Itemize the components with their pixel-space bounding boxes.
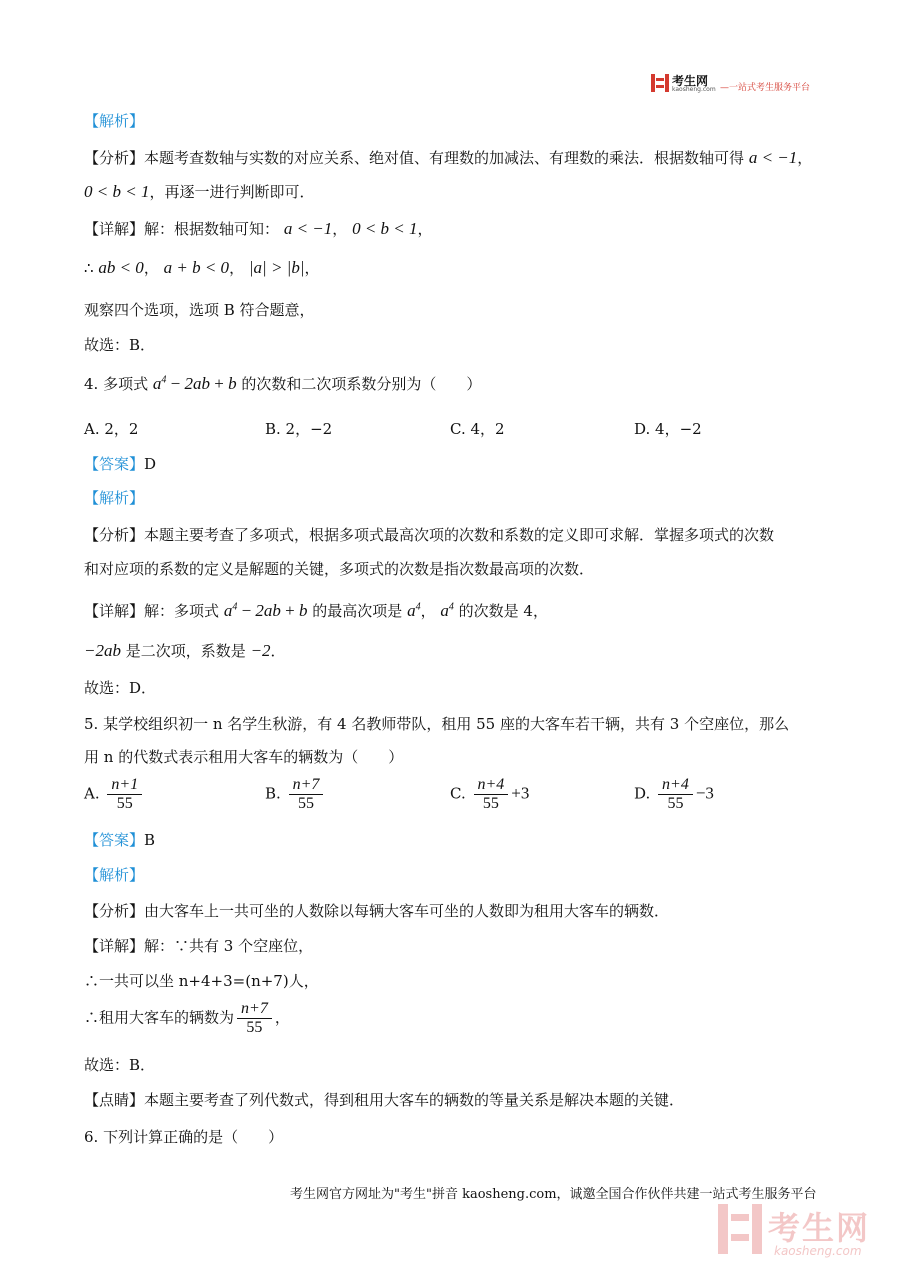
q5-stem-line1	[84, 713, 789, 734]
q3-ineq2: a + b < 0	[163, 258, 230, 277]
q5-step3	[84, 1000, 290, 1037]
q5-analysis-line	[84, 900, 669, 921]
fraction-denominator: 55	[667, 795, 684, 812]
logo-name: 考生网	[672, 74, 709, 88]
fraction-numerator: n+7	[237, 1000, 272, 1019]
q4-option-d[interactable]: D. 4，−2	[634, 420, 702, 438]
q4-choose: 故选：D．	[84, 679, 157, 697]
q3-detail-cond2: 0 < b < 1	[352, 219, 418, 238]
q3-analysis-text: 本题考查数轴与实数的对应关系、绝对值、有理数的加减法、有理数的乘法．根据数轴可得	[144, 149, 745, 167]
q4-option-c[interactable]: C. 4，2	[450, 420, 505, 438]
q4-detail-before: 解：多项式	[144, 602, 220, 620]
fraction-denominator: 55	[246, 1019, 263, 1036]
q5-choose: 故选：B．	[84, 1056, 156, 1074]
option-label: B.	[265, 784, 281, 803]
q3-choose: 故选：B．	[84, 336, 156, 354]
q5-answer-line	[84, 829, 155, 850]
option-label: A.	[84, 784, 100, 803]
q4-stem-before: 多项式	[103, 375, 149, 393]
q4-detail-line2-mid: 是二次项，系数是	[125, 642, 246, 660]
q3-analysis-cond1: a < −1	[748, 148, 798, 167]
watermark-name: 考生网	[768, 1209, 871, 1247]
option-tail: +3	[511, 783, 530, 803]
q3-analysis-cond2: 0 < b < 1	[84, 182, 150, 201]
footer-text: 考生网官方网址为"考生"拼音 kaosheng.com，诚邀全国合作伙伴共建一站式考生服务平台	[290, 1187, 817, 1202]
q5-option-a[interactable]	[84, 776, 145, 813]
q4-analysis-line1	[84, 524, 774, 545]
q4-stem-after: 的次数和二次项系数分别为（ ）	[241, 375, 482, 393]
q5-step3-after: ，	[274, 1008, 290, 1027]
q4-stem	[84, 373, 481, 394]
q4-detail-polynomial: $a^4 - 2ab + b$	[223, 601, 308, 620]
q3-detail-text: 解：根据数轴可知：	[144, 220, 280, 238]
q4-jiexi-label: 【解析】	[84, 489, 145, 507]
q5-option-b[interactable]	[265, 776, 326, 813]
q3-detail-tag: 【详解】	[84, 220, 145, 238]
fraction-numerator: n+4	[474, 776, 509, 795]
logo-icon	[651, 74, 669, 92]
q5-review-tag: 【点睛】	[84, 1091, 145, 1109]
therefore-symbol: ∴	[84, 259, 94, 277]
watermark-url: kaosheng.com	[774, 1244, 862, 1258]
q4-second-term: −2ab	[84, 641, 121, 660]
q4-option-a[interactable]: A. 2，2	[84, 420, 139, 438]
q4-answer-tag: 【答案】	[84, 455, 145, 473]
q4-analysis-line2: 和对应项的系数的定义是解题的关键，多项式的次数是指次数最高项的次数．	[84, 560, 595, 578]
q5-answer-tag: 【答案】	[84, 831, 145, 849]
q5-stem-line2: 用 n 的代数式表示租用大客车的辆数为（ ）	[84, 748, 404, 766]
q4-analysis-text1: 本题主要考查了多项式，根据多项式最高次项的次数和系数的定义即可求解．掌握多项式的次数	[144, 526, 775, 544]
q5-step2: ∴一共可以坐 n+4+3=(n+7)人，	[84, 972, 319, 990]
q5-detail-tag: 【详解】	[84, 937, 145, 955]
q6-stem	[84, 1126, 283, 1147]
q5-answer: B	[144, 831, 156, 849]
q3-observe: 观察四个选项，选项 B 符合题意，	[84, 301, 315, 319]
fraction	[474, 776, 509, 813]
q3-analysis-line1: 【分析】本题考查数轴与实数的对应关系、绝对值、有理数的加减法、有理数的乘法．根据数轴可得 a < −1，	[84, 148, 813, 167]
watermark-logo-icon	[718, 1204, 762, 1254]
option-label: C.	[450, 784, 466, 803]
fraction-denominator: 55	[297, 795, 314, 812]
logo-url: kaosheng.com	[672, 86, 716, 93]
q4-detail-mid: 的最高次项是	[312, 602, 403, 620]
q4-number: 4.	[84, 375, 99, 393]
q4-analysis-tag: 【分析】	[84, 526, 145, 544]
fraction	[658, 776, 693, 813]
q5-analysis-text: 由大客车上一共可坐的人数除以每辆大客车可坐的人数即为租用大客车的辆数．	[144, 902, 670, 920]
option-label: D.	[634, 784, 651, 803]
q5-detail-line1	[84, 935, 313, 956]
q3-detail-cond1: a < −1	[283, 219, 333, 238]
q4-answer: D	[144, 455, 157, 473]
option-tail: −3	[695, 783, 714, 803]
q4-detail-line2: −2ab 是二次项，系数是 −2．	[84, 641, 286, 660]
q3-ineq3: |a| > |b|	[248, 258, 305, 277]
q4-detail-tag: 【详解】	[84, 602, 145, 620]
q5-detail-text: 解：∵共有 3 个空座位，	[144, 937, 314, 955]
q4-top-term: $a^4$	[407, 601, 421, 620]
q3-detail-line1: 【详解】解：根据数轴可知： a < −1， 0 < b < 1，	[84, 219, 433, 238]
fraction	[237, 1000, 272, 1037]
q5-review-text: 本题主要考查了列代数式，得到租用大客车的辆数的等量关系是解决本题的关键．	[144, 1091, 685, 1109]
fraction-numerator: n+7	[289, 776, 324, 795]
q3-analysis-tag: 【分析】	[84, 149, 145, 167]
fraction-numerator: n+1	[107, 776, 142, 795]
q5-analysis-tag: 【分析】	[84, 902, 145, 920]
q3-analysis-line2	[84, 181, 314, 202]
q3-inequalities: ∴ ab < 0， a + b < 0， |a| > |b|，	[84, 258, 320, 277]
fraction	[289, 776, 324, 813]
q3-ineq1: ab < 0	[98, 258, 144, 277]
q4-top-term-2: $a^4$	[440, 601, 454, 620]
q3-jiexi-label: 【解析】	[84, 112, 145, 130]
q4-option-b[interactable]: B. 2，−2	[265, 420, 333, 438]
logo-slogan: —一站式考生服务平台	[720, 83, 811, 93]
q5-review-line	[84, 1089, 684, 1110]
q6-number: 6.	[84, 1128, 99, 1146]
q4-polynomial: $a^4 - 2ab + b$	[152, 374, 237, 393]
fraction-denominator: 55	[482, 795, 499, 812]
q4-detail-after: 的次数是 4，	[458, 602, 548, 620]
q4-coefficient: −2	[250, 641, 271, 660]
q5-step3-before: ∴租用大客车的辆数为	[84, 1008, 235, 1027]
q4-answer-line	[84, 453, 156, 474]
fraction-numerator: n+4	[658, 776, 693, 795]
fraction-denominator: 55	[116, 795, 133, 812]
q4-detail-line1: 【详解】解：多项式 $a^4 - 2ab + b$ 的最高次项是 $a^4$， $a^4$ 的次数是 4，	[84, 601, 548, 620]
q5-jiexi-label: 【解析】	[84, 866, 145, 884]
q3-analysis-end: ，再逐一进行判断即可．	[149, 183, 315, 201]
q5-option-c[interactable]	[450, 776, 529, 813]
q5-number: 5.	[84, 715, 99, 733]
fraction	[107, 776, 142, 813]
q6-stem-text: 下列计算正确的是（ ）	[103, 1128, 284, 1146]
q5-option-d[interactable]	[634, 776, 714, 813]
q5-stem-text1: 某学校组织初一 n 名学生秋游，有 4 名教师带队，租用 55 座的大客车若干辆，共有 3 个空座位，那么	[103, 715, 790, 733]
